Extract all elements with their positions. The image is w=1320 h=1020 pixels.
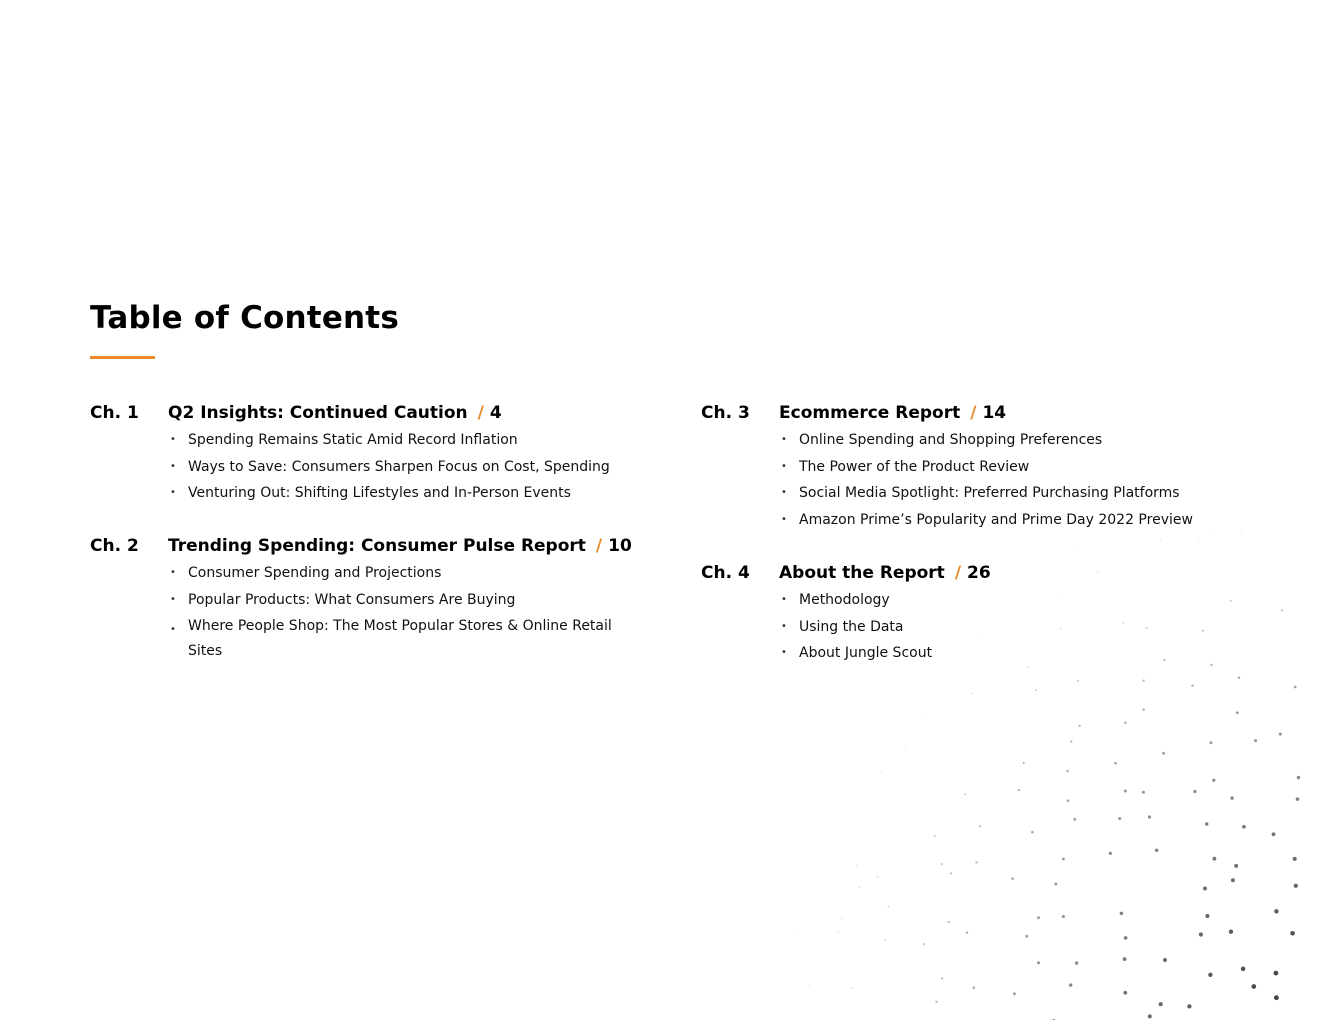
list-item-text: Venturing Out: Shifting Lifestyles and In-Person Events — [188, 485, 571, 502]
list-item-text: Consumer Spending and Projections — [188, 565, 442, 581]
decorative-dot — [1242, 825, 1246, 829]
decorative-dot — [1290, 931, 1295, 936]
decorative-dot — [1069, 983, 1072, 986]
decorative-dot — [941, 863, 943, 865]
decorative-dot — [858, 887, 860, 889]
list-item-text: Online Spending and Shopping Preferences — [799, 432, 1103, 448]
decorative-dot — [1231, 878, 1235, 882]
separator-slash: / — [954, 563, 962, 583]
chapter-title: About the Report — [779, 563, 945, 583]
decorative-dot — [1203, 887, 1207, 891]
bullet-icon: • — [781, 514, 787, 526]
chapter-page-number: 4 — [489, 403, 502, 423]
decorative-dot — [1241, 967, 1246, 972]
decorative-dot — [1142, 791, 1145, 794]
decorative-dot — [1077, 680, 1079, 682]
list-item[interactable] — [779, 511, 1193, 529]
decorative-dot — [1070, 740, 1072, 742]
list-item[interactable] — [779, 618, 932, 636]
decorative-dot — [905, 746, 906, 747]
decorative-dot — [1208, 973, 1212, 977]
chapter-heading-link[interactable] — [168, 403, 502, 423]
bullet-icon: • — [781, 434, 787, 445]
decorative-dot — [1114, 762, 1117, 765]
decorative-dot — [1279, 733, 1282, 736]
decorative-dot — [1078, 725, 1080, 727]
decorative-dot — [1066, 770, 1069, 773]
bullet-icon: • — [781, 487, 787, 499]
decorative-dot — [1124, 790, 1127, 793]
decorative-dot — [841, 918, 842, 919]
chapter-4 — [701, 563, 1301, 673]
decorative-dot — [1274, 971, 1279, 976]
decorative-dot — [1294, 884, 1298, 888]
decorative-dot — [1193, 790, 1196, 793]
decorative-dot — [1205, 822, 1209, 826]
decorative-dot — [941, 977, 943, 979]
decorative-dot — [1067, 799, 1070, 802]
decorative-dot — [1148, 815, 1151, 818]
decorative-dot — [966, 931, 968, 933]
chapter-2 — [90, 536, 670, 676]
decorative-dot — [1205, 914, 1209, 918]
list-item-text: Amazon Prime’s Popularity and Prime Day 2022 Preview — [799, 512, 1193, 529]
decorative-dot — [1011, 877, 1014, 880]
decorative-dot — [1120, 912, 1124, 916]
decorative-dot — [948, 921, 950, 923]
decorative-dot — [1079, 547, 1080, 548]
list-item[interactable] — [779, 484, 1193, 502]
list-item[interactable] — [168, 564, 628, 582]
list-item[interactable] — [168, 484, 610, 502]
decorative-dot — [1213, 857, 1217, 861]
decorative-dot — [1159, 1002, 1163, 1006]
decorative-dot — [1124, 721, 1127, 724]
decorative-dot — [1230, 796, 1233, 799]
decorative-dot — [934, 835, 936, 837]
chapter-title: Trending Spending: Consumer Pulse Report — [168, 536, 586, 556]
list-item[interactable] — [779, 644, 932, 662]
decorative-dot — [1037, 916, 1040, 919]
chapter-number: Ch. 4 — [701, 563, 750, 583]
chapter-items — [779, 431, 1193, 538]
decorative-dot — [1163, 958, 1167, 962]
decorative-dot — [1037, 961, 1040, 964]
bullet-icon: • — [170, 567, 176, 578]
decorative-dot — [1199, 932, 1203, 936]
decorative-dot — [1031, 831, 1034, 834]
chapter-title: Ecommerce Report — [779, 403, 961, 423]
bullet-icon: • — [781, 620, 787, 632]
decorative-dot — [1118, 817, 1121, 820]
decorative-dot — [856, 865, 857, 866]
list-item-text: Where People Shop: The Most Popular Stores & Online Retail Sites — [188, 618, 612, 660]
decorative-dot — [975, 861, 977, 863]
chapter-items — [779, 591, 932, 671]
decorative-dot — [1187, 1004, 1191, 1008]
decorative-dot — [1142, 679, 1144, 681]
decorative-dot — [1251, 984, 1256, 989]
list-item[interactable] — [168, 431, 610, 449]
list-item-text: Ways to Save: Consumers Sharpen Focus on Cost, Spending — [188, 458, 610, 475]
decorative-dot — [1191, 685, 1193, 687]
decorative-dot — [935, 1001, 937, 1003]
decorative-dot — [950, 872, 952, 874]
list-item[interactable] — [779, 591, 932, 609]
title-underline — [90, 356, 155, 359]
bullet-icon: • — [170, 624, 176, 636]
decorative-dot — [1025, 935, 1028, 938]
bullet-icon: • — [170, 487, 176, 499]
decorative-dot — [1123, 957, 1127, 961]
bullet-icon: • — [170, 434, 176, 445]
chapter-heading-link[interactable] — [779, 403, 1006, 423]
chapter-3 — [701, 403, 1301, 543]
chapter-heading-link[interactable] — [168, 536, 632, 556]
decorative-dot — [921, 716, 922, 717]
decorative-dot — [1013, 992, 1016, 995]
decorative-dot — [1075, 961, 1078, 964]
list-item-text: Social Media Spotlight: Preferred Purchasing Platforms — [799, 485, 1180, 502]
list-item-text: Spending Remains Static Amid Record Inflation — [188, 432, 518, 448]
decorative-dot — [1162, 752, 1165, 755]
chapter-page-number: 14 — [982, 403, 1007, 423]
decorative-dot — [881, 771, 882, 772]
list-item[interactable] — [779, 458, 1193, 476]
decorative-dot — [1142, 708, 1144, 710]
chapter-number: Ch. 3 — [701, 403, 750, 423]
bullet-icon: • — [781, 460, 787, 472]
list-item-text: Methodology — [799, 592, 890, 608]
chapter-items — [168, 564, 628, 673]
decorative-dot — [1238, 676, 1241, 679]
decorative-dot — [808, 984, 809, 985]
bullet-icon: • — [170, 460, 176, 472]
decorative-dot — [1073, 818, 1076, 821]
decorative-dot — [1155, 849, 1158, 852]
separator-slash: / — [595, 536, 603, 556]
decorative-dot — [1124, 936, 1128, 940]
decorative-dot — [1236, 711, 1239, 714]
decorative-dot — [877, 876, 879, 878]
list-item-text: The Power of the Product Review — [799, 458, 1030, 475]
decorative-dot — [884, 939, 886, 941]
decorative-dot — [1018, 789, 1020, 791]
separator-slash: / — [477, 403, 484, 423]
decorative-dot — [1294, 686, 1297, 689]
decorative-dot — [1148, 1014, 1152, 1018]
decorative-dot — [1212, 779, 1215, 782]
decorative-dot — [1229, 930, 1233, 934]
decorative-dot — [1062, 915, 1065, 918]
list-item-text: Using the Data — [799, 618, 904, 635]
bullet-icon: • — [170, 593, 176, 605]
list-item[interactable] — [779, 431, 1193, 449]
decorative-dot — [1274, 995, 1279, 1000]
page-title: Table of Contents — [90, 300, 399, 336]
list-item[interactable] — [168, 614, 628, 664]
chapter-1 — [90, 403, 670, 513]
chapter-heading-link[interactable] — [779, 563, 991, 583]
decorative-dot — [1234, 864, 1238, 868]
decorative-dot — [1109, 852, 1112, 855]
list-item[interactable] — [168, 591, 628, 609]
list-item[interactable] — [168, 458, 610, 476]
separator-slash: / — [970, 403, 977, 423]
decorative-dot — [979, 825, 981, 827]
chapter-page-number: 10 — [608, 536, 632, 556]
chapter-number: Ch. 1 — [90, 403, 139, 423]
decorative-dot — [971, 693, 973, 695]
decorative-dot — [888, 906, 890, 908]
decorative-dot — [1293, 857, 1297, 861]
chapter-page-number: 26 — [967, 563, 991, 583]
bullet-icon: • — [781, 594, 787, 605]
chapter-items — [168, 431, 610, 511]
decorative-dot — [1274, 909, 1278, 913]
decorative-dot — [1023, 762, 1025, 764]
chapter-number: Ch. 2 — [90, 536, 139, 556]
bullet-icon: • — [781, 647, 787, 659]
decorative-dot — [1254, 739, 1257, 742]
decorative-dot — [1035, 689, 1037, 691]
list-item-text: About Jungle Scout — [799, 645, 933, 662]
chapter-title: Q2 Insights: Continued Caution — [168, 403, 468, 423]
decorative-dot — [1054, 882, 1057, 885]
decorative-dot — [973, 986, 976, 989]
decorative-dot — [964, 793, 966, 795]
decorative-dot — [1297, 776, 1300, 779]
decorative-dot — [799, 934, 800, 935]
list-item-text: Popular Products: What Consumers Are Buying — [188, 591, 516, 608]
decorative-dot — [1296, 797, 1300, 801]
decorative-dot — [1123, 991, 1127, 995]
decorative-dot — [851, 987, 853, 989]
decorative-dot — [923, 943, 925, 945]
decorative-dot — [837, 932, 838, 933]
decorative-dot — [1272, 832, 1276, 836]
decorative-dot — [1209, 741, 1212, 744]
decorative-dot — [1062, 857, 1065, 860]
